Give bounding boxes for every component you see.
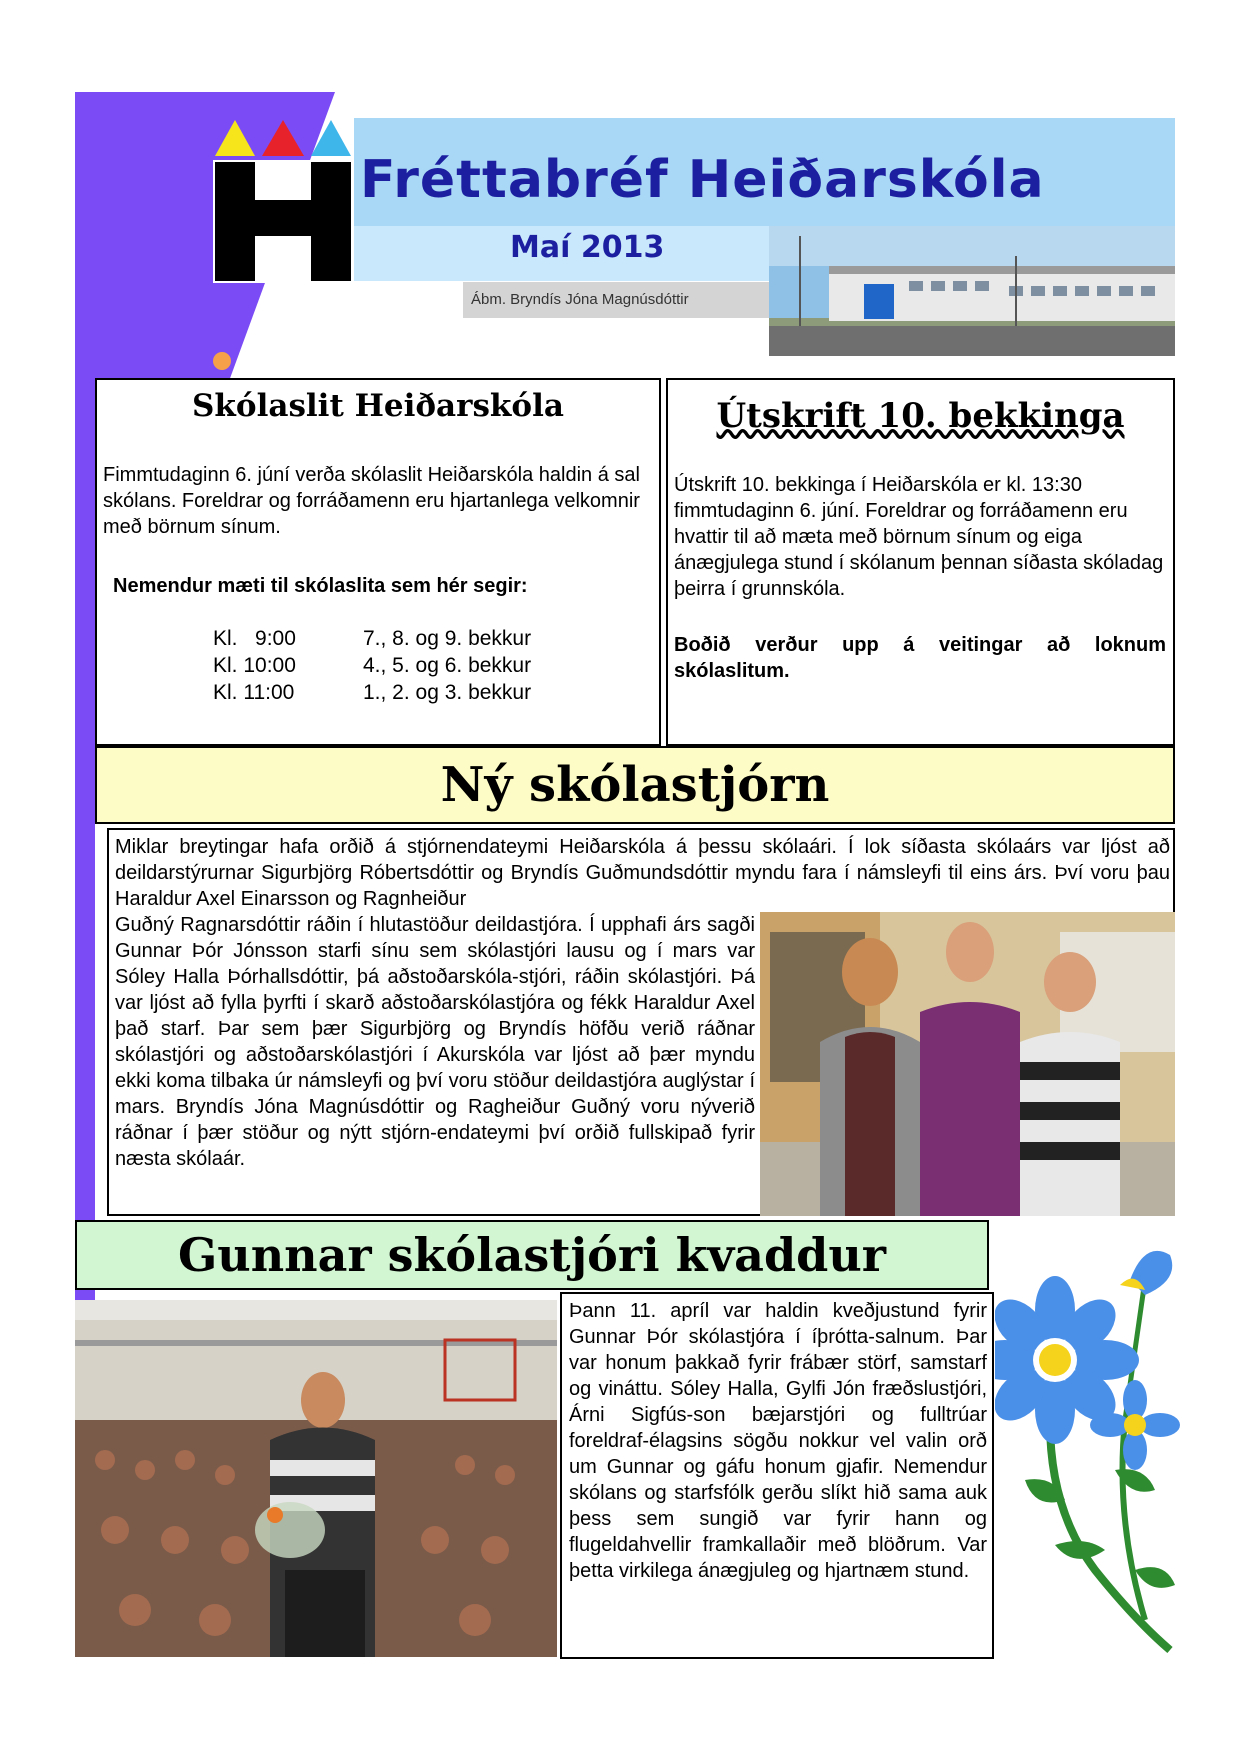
utskrift-paragraph: Útskrift 10. bekkinga í Heiðarskóla er kl. 13:30 fimmtudaginn 6. júní. Foreldrar og forráðamenn eru hvattir til að mæta með börnum sínum og eiga ánægjulega stund í skólanum þennan síðasta skóladag þeirra í grunnskóla. bbox=[674, 474, 1164, 600]
skolaslit-heading: Skólaslit Heiðarskóla bbox=[192, 388, 564, 424]
schedule-row bbox=[213, 625, 531, 652]
schedule-grades: 1., 2. og 3. bekkur bbox=[363, 681, 532, 704]
schedule-grades: 4., 5. og 6. bekkur bbox=[363, 654, 532, 677]
skolaslit-note: Nemendur mæti til skólaslita sem hér segir: bbox=[113, 575, 528, 597]
stjorn-heading: Ný skólastjórn bbox=[95, 746, 1175, 824]
schedule-row bbox=[213, 652, 531, 679]
gunnar-paragraph: Þann 11. apríl var haldin kveðjustund fyrir Gunnar Þór skólastjóra í íþrótta-salnum. Þar var honum þakkað fyrir frábær störf, samstarf og vináttu. Sóley Halla, Gylfi Jón fræðslustjóri, Árni Sigfús-son bæjarstjóri og fulltrúar foreldraf-élagsins sögðu nokkur vel valin orð um Gunnar og gáfu honum gjafir. Nemendur skólans og starfsfólk gerðu slíkt hið sama auk þess sem sungið var fyrir hann og flugeldahvellir framkallaðir með blöðrum. Var þetta virkilega ánægjuleg og hjartnæm stund. bbox=[569, 1300, 987, 1582]
schedule-grades: 7., 8. og 9. bekkur bbox=[363, 627, 532, 650]
stjorn-paragraph-rest: Guðný Ragnarsdóttir ráðin í hlutastöður deildastjóra. Í upphafi árs sagði Gunnar Þór Jónsson starfi sínu sem skólastjóri lausu og í mars var Sóley Halla Þórhallsdóttir, þá aðstoðarskóla-stjóri, ráðin skólastjóri. Þá var ljóst að fylla þyrfti í skarð aðstoðarskólastjóra og fékk Haraldur Axel það starf. Þar sem þær Sigurbjörg og Bryndís höfðu verið ráðnar skólastjóri og aðstoðarskólastjóri í Akurskóla var ljóst að þær myndu ekki koma tilbaka úr námsleyfi og því voru stöður deildastjóra auglýstar í mars. Bryndís Jóna Magnúsdóttir og Ragheiður Guðný voru nýverið ráðnar í þær stöður og nýtt stjórn-endateymi því orðið fullskipað fyrir næsta skólaár. bbox=[115, 914, 755, 1170]
newsletter-title: Fréttabréf Heiðarskóla bbox=[360, 150, 1045, 210]
editor-credit: Ábm. Bryndís Jóna Magnúsdóttir bbox=[463, 282, 769, 318]
issue-date: Maí 2013 bbox=[510, 230, 665, 265]
new-leadership-photo bbox=[760, 912, 1175, 1216]
decorative-dot bbox=[213, 352, 231, 370]
schedule-time: Kl. 10:00 bbox=[213, 654, 296, 677]
school-building-photo bbox=[769, 226, 1175, 356]
utskrift-heading: Útskrift 10. bekkinga bbox=[716, 396, 1125, 436]
stjorn-paragraph-top: Miklar breytingar hafa orðið á stjórnendateymi Heiðarskóla á þessu skólaári. Í lok síðasta skólaárs var ljóst að deildarstýrurnar Sigurbjörg Róbertsdóttir og Bryndís Guðmundsdóttir myndu fara í námsleyfi til eins árs. Því voru þau Haraldur Axel Einarsson og Ragnheiður bbox=[115, 836, 1170, 910]
schedule-list bbox=[213, 625, 531, 706]
schedule-time: Kl. 11:00 bbox=[213, 681, 295, 704]
schedule-row bbox=[213, 679, 531, 706]
skolaslit-paragraph: Fimmtudaginn 6. júní verða skólaslit Heiðarskóla haldin á sal skólans. Foreldrar og forráðamenn eru hjartanlega velkomnir með börnum sínum. bbox=[103, 464, 640, 538]
flower-illustration bbox=[995, 1240, 1180, 1660]
school-logo bbox=[213, 118, 353, 283]
schedule-time: Kl. 9:00 bbox=[213, 627, 296, 650]
farewell-gym-photo bbox=[75, 1300, 557, 1657]
utskrift-refreshments: Boðið verður upp á veitingar að loknum skólaslitum. bbox=[674, 634, 1166, 682]
gunnar-heading: Gunnar skólastjóri kvaddur bbox=[75, 1220, 989, 1290]
